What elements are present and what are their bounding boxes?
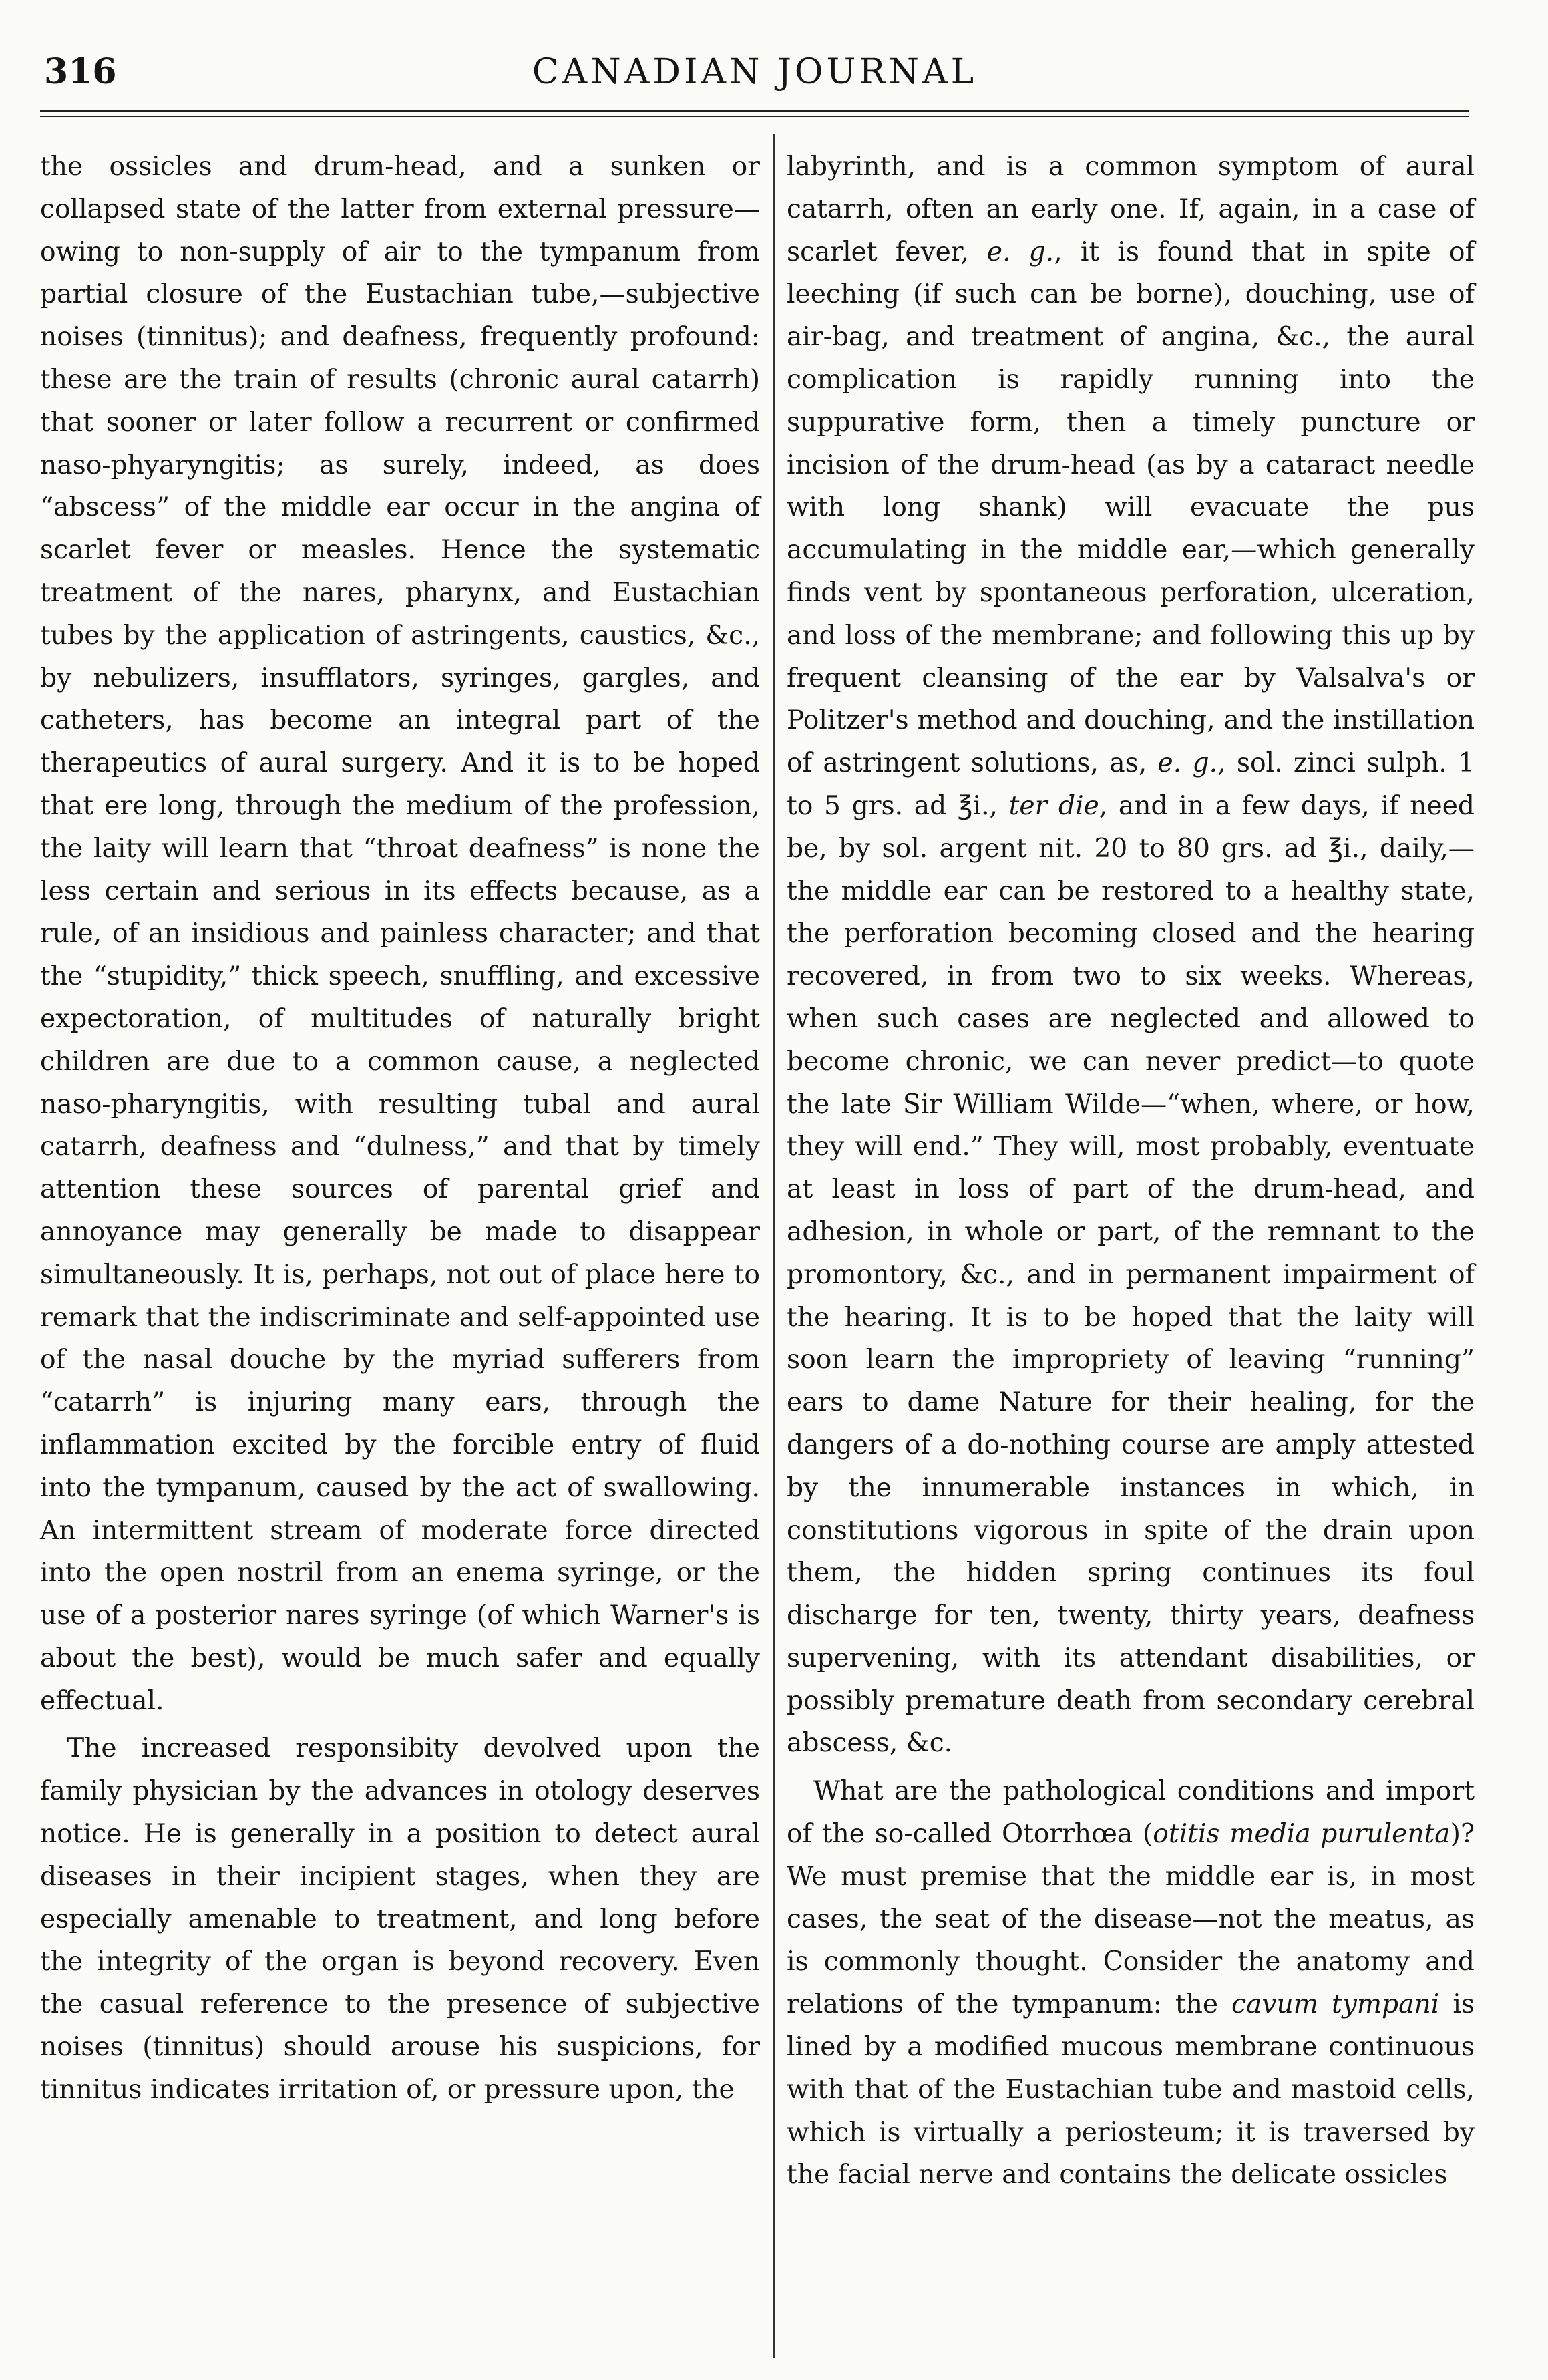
italic-run: cavum tympani [1231, 1989, 1440, 2020]
column-divider [773, 134, 775, 2358]
italic-run: e. g. [1157, 748, 1218, 779]
right-column [787, 146, 1475, 2196]
text-run: , and in a few days, if need be, by sol. argent nit. 20 to 80 grs. ad ℥i., daily,—the middle ear can be restored to a healthy state, the perforation becoming closed and the hearing recovered, in from two to six weeks. Whereas, when such cases are neglected and allowed to become chronic, we can never predict—to quote the late Sir William Wilde—“when, where, or how, they will end.” They will, most probably, eventuate at least in loss of part of the drum-head, and adhesion, in whole or part, of the remnant to the promontory, &c., and in permanent impairment of the hearing. It is to be hoped that the laity will soon learn the impropriety of leaving “running” ears to dame Nature for their healing, for the dangers of a do-nothing course are amply attested by the innumerable instances in which, in constitutions vigorous in spite of the drain upon them, the hidden spring continues its foul discharge for ten, twenty, thirty years, deafness supervening, with its attendant disabilities, or possibly premature death from secondary cerebral abscess, &c. [787, 790, 1475, 1759]
header-rule-thin [40, 116, 1469, 117]
right-paragraph-1 [787, 146, 1475, 1765]
text-run: , sol. zinci sulph. 1 to 5 grs. ad ℥i., [787, 748, 1475, 821]
header-rule [40, 110, 1469, 112]
left-paragraph-2: The increased responsibity devolved upon the family physician by the advances in otology deserves notice. He is generally in a position to detect aural diseases in their incipient stages, when they are especially amenable to treatment, and long before the integrity of the organ is beyond recovery. Even the casual reference to the presence of subjective noises (tinnitus) should arouse his suspicions, for tinnitus indicates irritation of, or pressure upon, the [40, 1733, 760, 2105]
italic-run: otitis media purulenta [1153, 1819, 1450, 1850]
page-header [40, 52, 1469, 99]
right-paragraph-2 [787, 1770, 1475, 2196]
left-column [40, 146, 760, 2111]
text-run: What are the pathological conditions and import of the so-called Otorrhœa ( [787, 1776, 1475, 1850]
text-run: , it is found that in spite of leeching (if such can be borne), douching, use of air-bag, and treatment of angina, &c., the aural complication is rapidly running into the suppurative form, then a timely puncture or incision of the drum-head (as by a cataract needle with long shank) will evacuate the pus accumulating in the middle ear,—which generally finds vent by spontaneous perforation, ulceration, and loss of the membrane; and following this up by frequent cleansing of the ear by Valsalva's or Politzer's method and douching, and the instillation of astringent solutions, as, [787, 236, 1475, 779]
left-paragraph-1: the ossicles and drum-head, and a sunken or collapsed state of the latter from external pressure—owing to non-supply of air to the tympanum from partial closure of the Eustachian tube,—subjective noises (tinnitus); and deafness, frequently profound: these are the train of results (chronic aural catarrh) that sooner or later follow a recurrent or confirmed naso-phyaryngitis; as surely, indeed, as does “abscess” of the middle ear occur in the angina of scarlet fever or measles. Hence the systematic treatment of the nares, pharynx, and Eustachian tubes by the application of astringents, caustics, &c., by nebulizers, insufflators, syringes, gargles, and catheters, has become an integral part of the therapeutics of aural surgery. And it is to be hoped that ere long, through the medium of the profession, the laity will learn that “throat deafness” is none the less certain and serious in its effects because, as a rule, of an insidious and painless character; and that the “stupidity,” thick speech, snuffling, and excessive expectoration, of multitudes of naturally bright children are due to a common cause, a neglected naso-pharyngitis, with resulting tubal and aural catarrh, deafness and “dulness,” and that by timely attention these sources of parental grief and annoyance may generally be made to disappear simultaneously. It is, perhaps, not out of place here to remark that the indiscriminate and self-appointed use of the nasal douche by the myriad sufferers from “catarrh” is injuring many ears, through the inflammation excited by the forcible entry of fluid into the tympanum, caused by the act of swallowing. An intermittent stream of moderate force directed into the open nostril from an enema syringe, or the use of a posterior nares syringe (of which Warner's is about the best), would be much safer and equally effectual. [40, 152, 760, 1716]
italic-run: ter die [1008, 790, 1099, 821]
running-title: CANADIAN JOURNAL [532, 52, 978, 92]
page-number: 316 [44, 51, 117, 92]
text-run: )? We must premise that the middle ear is, in most cases, the seat of the disease—not the meatus, as is commonly thought. Consider the anatomy and relations of the tympanum: the [787, 1819, 1475, 2020]
text-run: is lined by a modified mucous membrane continuous with that of the Eustachian tube and mastoid cells, which is virtually a periosteum; it is traversed by the facial nerve and contains the delicate ossicles [787, 1989, 1475, 2190]
italic-run: e. g. [986, 236, 1054, 267]
text-run: labyrinth, and is a common symptom of aural catarrh, often an early one. If, again, in a case of scarlet fever, [787, 152, 1475, 267]
